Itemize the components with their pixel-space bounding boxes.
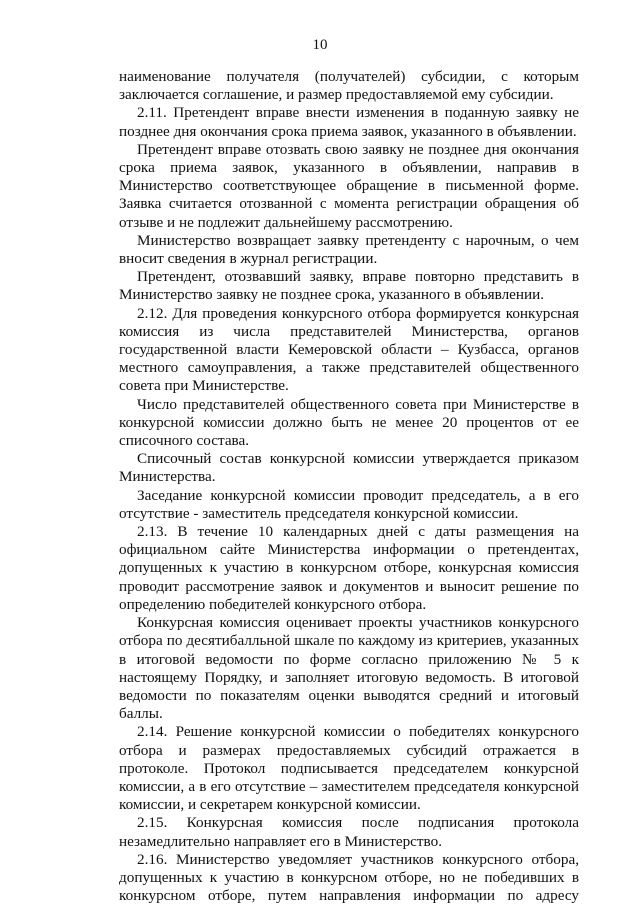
paragraph: наименование получателя (получателей) субсидии, с которым заключается соглашение, и размер предоставляемой ему субсидии. bbox=[119, 68, 579, 104]
paragraph: 2.11. Претендент вправе внести изменения в поданную заявку не позднее дня окончания срока приема заявок, указанного в объявлении. bbox=[119, 104, 579, 140]
paragraph: Списочный состав конкурсной комиссии утверждается приказом Министерства. bbox=[119, 450, 579, 486]
paragraph: 2.13. В течение 10 календарных дней с даты размещения на официальном сайте Министерства информации о претендентах, допущенных к участию в конкурсном отборе, конкурсная комиссия проводит рассмотрение заявок и документов и выносит решение по определению победителей конкурсного отбора. bbox=[119, 523, 579, 613]
paragraph: Министерство возвращает заявку претенденту с нарочным, о чем вносит сведения в журнал регистрации. bbox=[119, 231, 579, 268]
paragraph: Претендент вправе отозвать свою заявку не позднее дня окончания срока приема заявок, указанного в объявлении, направив в Министерство соответствующее обращение в письменной форме. Заявка считается отозванной с момента регистрации обращения об отзыве и не подлежит дальнейшему рассмотрению. bbox=[119, 140, 579, 231]
paragraph: Заседание конкурсной комиссии проводит председатель, а в его отсутствие - заместитель председателя конкурсной комиссии. bbox=[119, 486, 579, 522]
document-body bbox=[119, 68, 579, 905]
paragraph: 2.15. Конкурсная комиссия после подписания протокола незамедлительно направляет его в Министерство. bbox=[119, 814, 579, 850]
page-number: 10 bbox=[312, 37, 328, 53]
paragraph: Число представителей общественного совета при Министерстве в конкурсной комиссии должно быть не менее 20 процентов от ее списочного состава. bbox=[119, 395, 579, 450]
paragraph: Претендент, отозвавший заявку, вправе повторно представить в Министерство заявку не позднее срока, указанного в объявлении. bbox=[119, 268, 579, 304]
paragraph: 2.14. Решение конкурсной комиссии о победителях конкурсного отбора и размерах предоставляемых субсидий отражается в протоколе. Протокол подписывается председателем конкурсной комиссии, а в его отсутствие – заместителем председателя конкурсной комиссии, и секретарем конкурсной комиссии. bbox=[119, 723, 579, 814]
paragraph: 2.12. Для проведения конкурсного отбора формируется конкурсная комиссия из числа представителей Министерства, органов государственной власти Кемеровской области – Кузбасса, органов местного самоуправления, а также представителей общественного совета при Министерстве. bbox=[119, 304, 579, 395]
paragraph: 2.16. Министерство уведомляет участников конкурсного отбора, допущенных к участию в конкурсном отборе, но не победивших в конкурсном отборе, путем направления информации по адресу bbox=[119, 850, 579, 905]
paragraph: Конкурсная комиссия оценивает проекты участников конкурсного отбора по десятибалльной шкале по каждому из критериев, указанных в итоговой ведомости по форме согласно приложению № 5 к настоящему Порядку, и заполняет итоговую ведомость. В итоговой ведомости по показателям оценки выводятся средний и итоговый баллы. bbox=[119, 614, 579, 723]
